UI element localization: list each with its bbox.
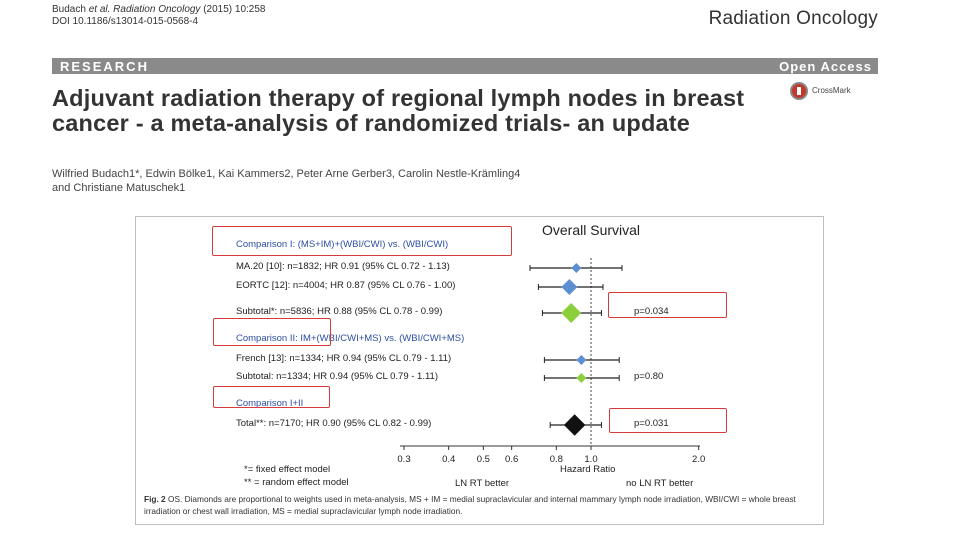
row-study-ma20: MA.20 [10]: n=1832; HR 0.91 (95% CL 0.72 - 1.13)	[236, 261, 450, 272]
x-axis-label: Hazard Ratio	[560, 464, 616, 475]
pvalue-subtotal-2: p=0.80	[634, 371, 664, 382]
section-label: RESEARCH	[60, 59, 149, 74]
footnote-fixed: *= fixed effect model	[244, 464, 331, 475]
row-subtotal-2: Subtotal: n=1334; HR 0.94 (95% CL 0.79 - 1.11)	[236, 371, 439, 382]
citation-authors: Budach	[52, 4, 86, 15]
row-heading-comparison-1: Comparison I: (MS+IM)+(WBI/CWI) vs. (WBI/CWI)	[236, 239, 449, 250]
row-study-eortc: EORTC [12]: n=4004; HR 0.87 (95% CL 0.76 - 1.00)	[236, 280, 456, 291]
caption-text: OS. Diamonds are proportional to weights used in meta-analysis, MS + IM = medial supraclavicular and internal mammary lymph node irradiation, WBI/CWI = whole breast irradiation or chest wall irradiation, MS = medial supraclavicular lymph node irradiation.	[144, 494, 796, 516]
estimate-diamond	[576, 355, 586, 365]
x-tick-label: 1.0	[584, 454, 598, 465]
x-tick-label: 0.3	[397, 454, 411, 465]
x-tick-label: 0.8	[549, 454, 563, 465]
estimate-diamond	[561, 279, 577, 295]
figure-title: Overall Survival	[542, 222, 641, 238]
caption-label: Fig. 2	[144, 494, 166, 504]
pvalue-total: p=0.031	[634, 418, 669, 429]
crossmark-label: CrossMark	[812, 86, 851, 95]
citation-journal: et al. Radiation Oncology	[88, 4, 201, 15]
estimate-diamond	[571, 263, 581, 273]
journal-name: Radiation Oncology	[708, 8, 878, 29]
estimate-diamond	[561, 303, 581, 323]
authors-line-1: Wilfried Budach1*, Edwin Bölke1, Kai Kammers2, Peter Arne Gerber3, Carolin Nestle-Krämling4	[52, 168, 521, 180]
row-heading-comparison-1-2: Comparison I+II	[236, 398, 304, 409]
row-subtotal-1: Subtotal*: n=5836; HR 0.88 (95% CL 0.78 - 0.99)	[236, 306, 443, 317]
x-tick-label: 0.6	[505, 454, 519, 465]
figure-caption	[144, 494, 814, 517]
citation-doi[interactable]: DOI 10.1186/s13014-015-0568-4	[52, 16, 199, 27]
favor-left-label: LN RT better	[455, 478, 510, 489]
x-tick-label: 2.0	[692, 454, 706, 465]
open-access-label: Open Access	[779, 59, 872, 74]
article-title: Adjuvant radiation therapy of regional lymph nodes in breast cancer - a meta-analysis of randomized trials- an update	[52, 85, 745, 136]
row-heading-comparison-2: Comparison II: IM+(WBI/CWI+MS) vs. (WBI/CWI+MS)	[236, 333, 465, 344]
pvalue-subtotal-1: p=0.034	[634, 306, 669, 317]
row-total: Total**: n=7170; HR 0.90 (95% CL 0.82 - 0.99)	[236, 418, 432, 429]
row-study-french: French [13]: n=1334; HR 0.94 (95% CL 0.79 - 1.11)	[236, 353, 452, 364]
x-tick-label: 0.4	[442, 454, 456, 465]
citation-year: (2015) 10:258	[203, 4, 266, 15]
estimate-diamond	[565, 415, 585, 435]
authors-line-2: and Christiane Matuschek1	[52, 182, 186, 194]
favor-right-label: no LN RT better	[626, 478, 694, 489]
estimate-diamond	[576, 373, 586, 383]
x-tick-label: 0.5	[476, 454, 490, 465]
footnote-random: ** = random effect model	[244, 477, 349, 488]
